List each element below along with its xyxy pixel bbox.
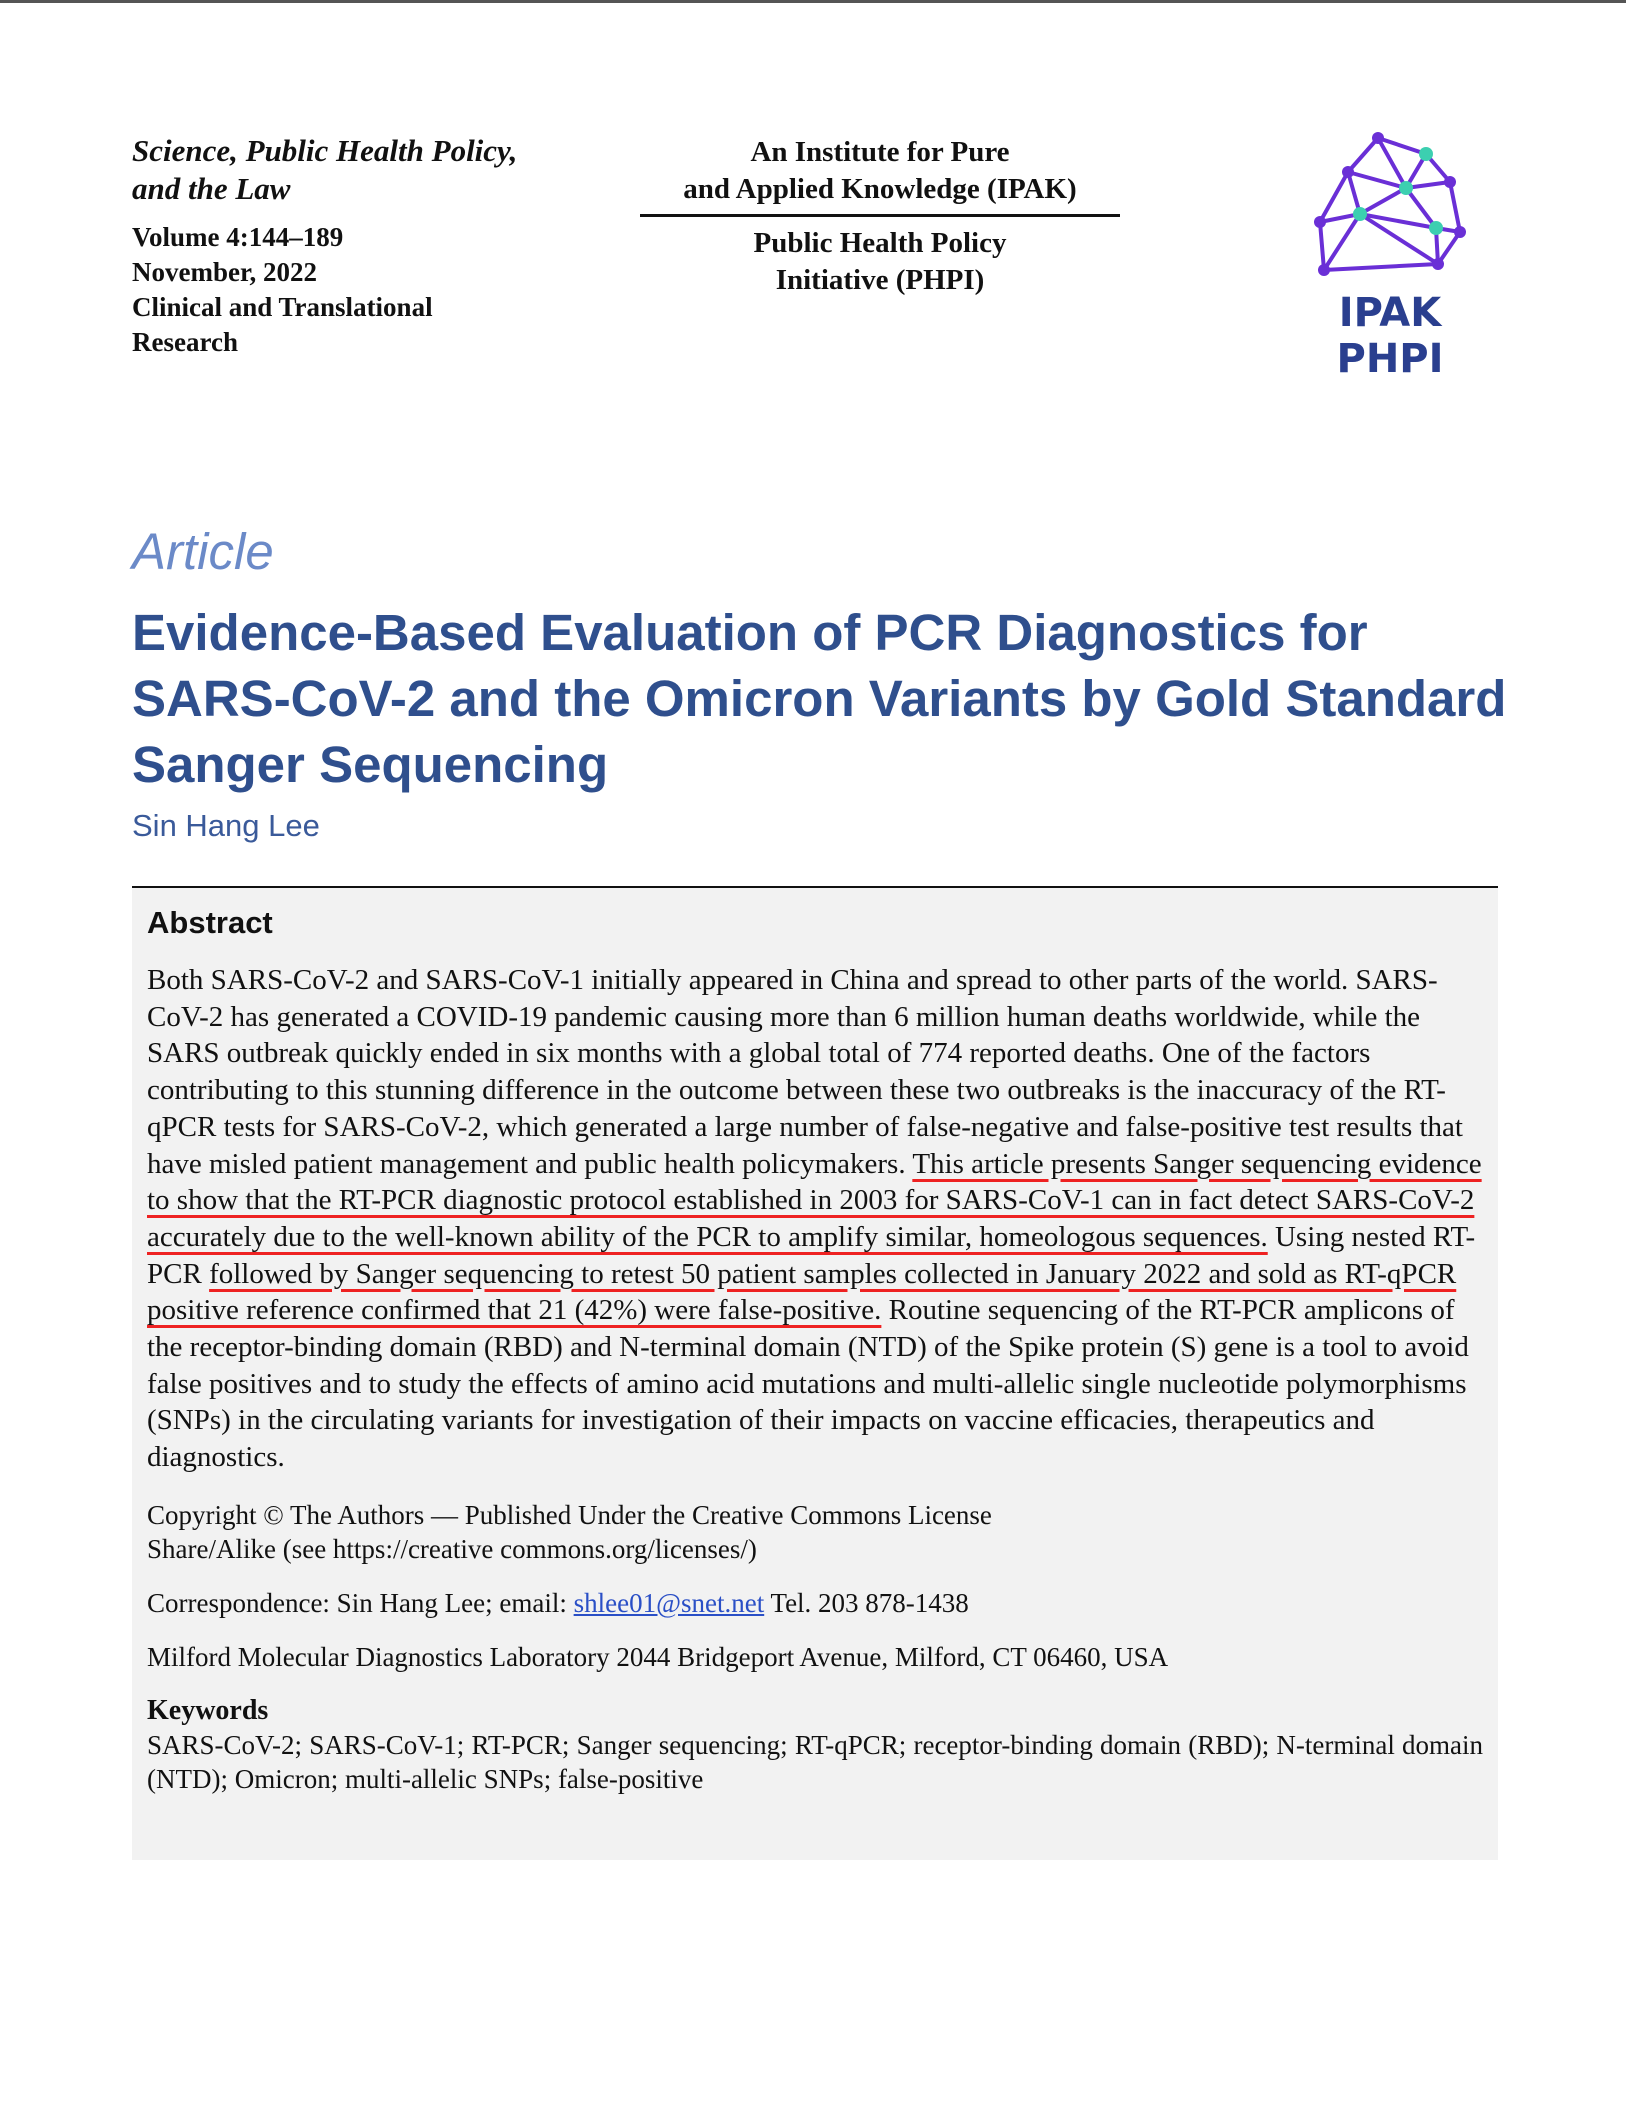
article-author: Sin Hang Lee — [132, 808, 320, 843]
journal-name — [132, 132, 592, 208]
journal-volume: Volume 4:144–189 — [132, 222, 344, 252]
institute-name — [640, 134, 1120, 217]
journal-meta — [132, 220, 592, 360]
abstract-part2: Using nested RT-PCR — [147, 1220, 1476, 1290]
article-kind: Article — [132, 523, 274, 580]
journal-name-line1: Science, Public Health Policy, — [132, 133, 518, 168]
journal-date: November, 2022 — [132, 257, 317, 287]
abstract-highlight-2: followed by Sanger sequencing to retest 50 patient samples collected in January 2022 and sold as RT-qPCR positive reference confirmed that 21 (42%) were false-positive. — [147, 1257, 1457, 1327]
journal-name-line2: and the Law — [132, 171, 291, 206]
correspondence — [147, 1586, 1483, 1620]
page-top-border — [0, 0, 1626, 3]
article-title: Evidence-Based Evaluation of PCR Diagnostics for SARS-CoV-2 and the Omicron Variants by Gold Standard Sanger Sequencing — [132, 604, 1507, 793]
abstract-part3: Routine sequencing of the RT-PCR amplicons of the receptor-binding domain (RBD) and N-terminal domain (NTD) of the Spike protein (S) gene is a tool to avoid false positives and to study the effects of amino acid mutations and multi-allelic single nucleotide polymorphisms (SNPs) in the circulating variants for investigation of their impacts on vaccine efficacies, therapeutics and diagnostics. — [147, 1294, 1469, 1474]
abstract-box — [132, 888, 1498, 1860]
abstract-content — [147, 900, 1483, 1796]
logo-text: IPAK PHPI — [1336, 290, 1444, 382]
email-link[interactable]: shlee01@snet.net — [573, 1587, 765, 1618]
network-logo-icon — [1308, 132, 1468, 282]
copyright-notice — [147, 1498, 1483, 1566]
correspondence-tel: Tel. 203 878-1438 — [764, 1587, 969, 1618]
initiative-name — [640, 217, 1120, 299]
institute-info — [640, 134, 1120, 299]
journal-section-line2: Research — [132, 327, 238, 357]
ipak-logo — [1280, 132, 1500, 382]
initiative-line1: Public Health Policy — [753, 227, 1007, 259]
abstract-part1: Both SARS-CoV-2 and SARS-CoV-1 initially appeared in China and spread to other parts of the world. SARS-CoV-2 has generated a COVID-19 pandemic causing more than 6 million human deaths worldwide, while the SARS outbreak quickly ended in six months with a global total of 774 reported deaths. One of the factors contributing to this stunning difference in the outcome between these two outbreaks is the inaccuracy of the RT-qPCR tests for SARS-CoV-2, which generated a large number of false-negative and false-positive test results that have misled patient management and public health policymakers. — [147, 964, 1463, 1180]
journal-info — [132, 132, 592, 360]
lab-address: Milford Molecular Diagnostics Laboratory 2044 Bridgeport Avenue, Milford, CT 06460, USA — [147, 1641, 1169, 1672]
journal-section-line1: Clinical and Translational — [132, 292, 433, 322]
institute-line1: An Institute for Pure — [750, 136, 1010, 168]
copyright-line1: Copyright © The Authors — Published Under the Creative Commons License — [147, 1499, 992, 1530]
keywords-text: SARS-CoV-2; SARS-CoV-1; RT-PCR; Sanger sequencing; RT-qPCR; receptor-binding domain (RBD); N-terminal domain (NTD); Omicron; multi-allelic SNPs; false-positive — [147, 1729, 1483, 1794]
abstract-heading: Abstract — [147, 905, 273, 940]
institute-line2: and Applied Knowledge (IPAK) — [683, 173, 1077, 205]
keywords-heading: Keywords — [147, 1694, 269, 1726]
abstract-highlight-1: This article presents Sanger sequencing evidence to show that the RT-PCR diagnostic protocol established in 2003 for SARS-CoV-1 can in fact detect SARS-CoV-2 accurately due to the well-known ability of the PCR to amplify similar, homeologous sequences. — [147, 1147, 1482, 1253]
correspondence-prefix: Correspondence: Sin Hang Lee; email: — [147, 1587, 574, 1618]
abstract-text — [147, 962, 1483, 1476]
copyright-line2: Share/Alike (see https://creative commons.org/licenses/) — [147, 1533, 757, 1564]
initiative-line2: Initiative (PHPI) — [775, 264, 985, 296]
